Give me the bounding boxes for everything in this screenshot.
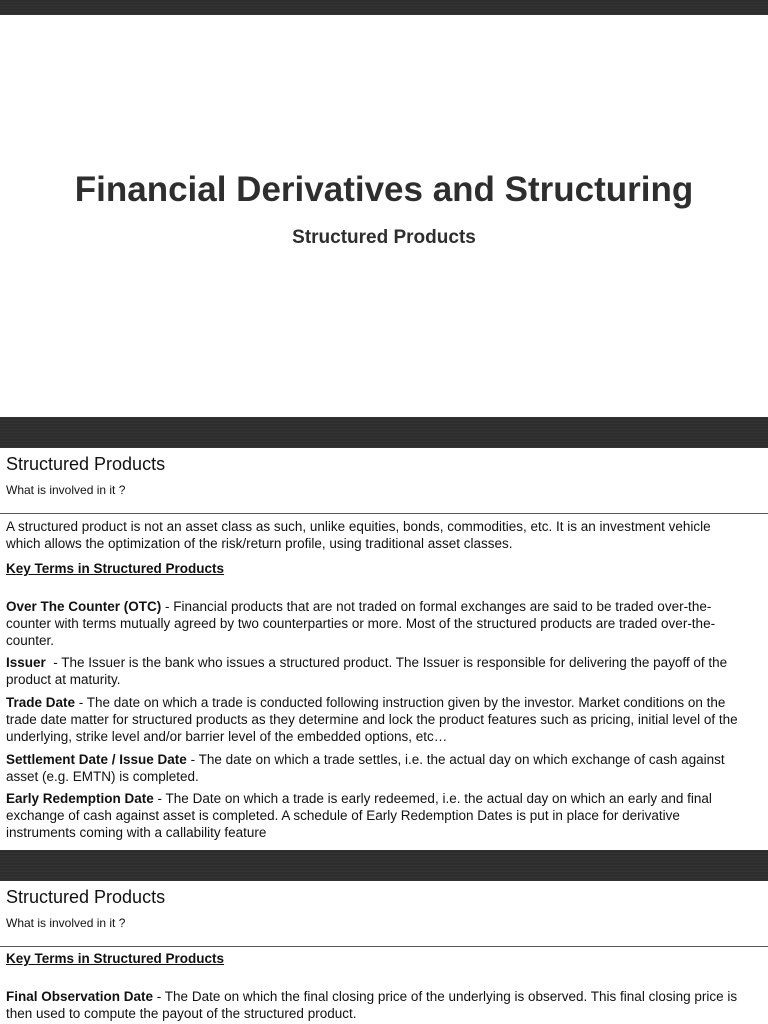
term-text: - The Issuer is the bank who issues a structured product. The Issuer is responsible for delivering the payoff of the product at maturity. [6,655,731,687]
slide-heading: Structured Products [6,887,166,907]
term-text: - The date on which a trade settles, i.e. the actual day on which exchange of cash against asset (e.g. EMTN) is completed. [6,752,725,784]
term-text: - The date on which a trade is conducted following instruction given by the investor. Market conditions on the trade date matter for structured products as they determine and lock the product features such as pricing, initial level of the underlying, strike level and/or barrier level of the embedded options, etc… [6,695,738,744]
slide-subheading: What is involved in it ? [6,483,126,497]
term-text: - The Date on which a trade is early redeemed, i.e. the actual day on which an early and final exchange of cash against asset is completed. A schedule of Early Redemption Dates is put in place for derivative instruments coming with a callability feature [6,791,712,840]
term-name: Final Observation Date [6,989,154,1004]
term-name: Early Redemption Date [6,791,154,806]
key-terms-heading: Key Terms in Structured Products [6,951,225,966]
key-terms-heading: Key Terms in Structured Products [6,561,225,576]
presentation-subtitle: Structured Products [292,227,476,248]
slide-key-terms-2 [0,881,768,1024]
heading-rule [0,513,768,514]
term-definition [6,654,748,688]
term-name: Issuer [6,655,46,670]
term-definition [6,988,748,1022]
term-definition [6,598,748,649]
term-definition [6,694,748,745]
presentation-title: Financial Derivatives and Structuring [74,170,694,209]
title-slide [0,15,768,417]
term-definition [6,751,748,785]
term-name: Trade Date [6,695,76,710]
term-definition [6,790,748,841]
intro-paragraph [6,518,748,552]
heading-rule [0,946,768,947]
slide-heading: Structured Products [6,454,166,474]
slide-divider [0,850,768,881]
term-name: Settlement Date / Issue Date [6,752,187,767]
term-text: - Financial products that are not traded on formal exchanges are said to be traded over-the-counter with terms mutually agreed by two counterparties or more. Most of the structured products are traded over-the-counter. [6,599,716,648]
term-name: Over The Counter (OTC) [6,599,162,614]
intro-text: A structured product is not an asset class as such, unlike equities, bonds, commodities, etc. It is an investment vehicle which allows the optimization of the risk/return profile, using traditional asset classes. [6,519,711,551]
slide-divider [0,417,768,448]
slide-subheading: What is involved in it ? [6,916,126,930]
slide-key-terms-1 [0,448,768,850]
term-text: - The Date on which the final closing price of the underlying is observed. This final closing price is then used to compute the payout of the structured product. [6,989,738,1021]
slide-divider-top [0,0,768,15]
